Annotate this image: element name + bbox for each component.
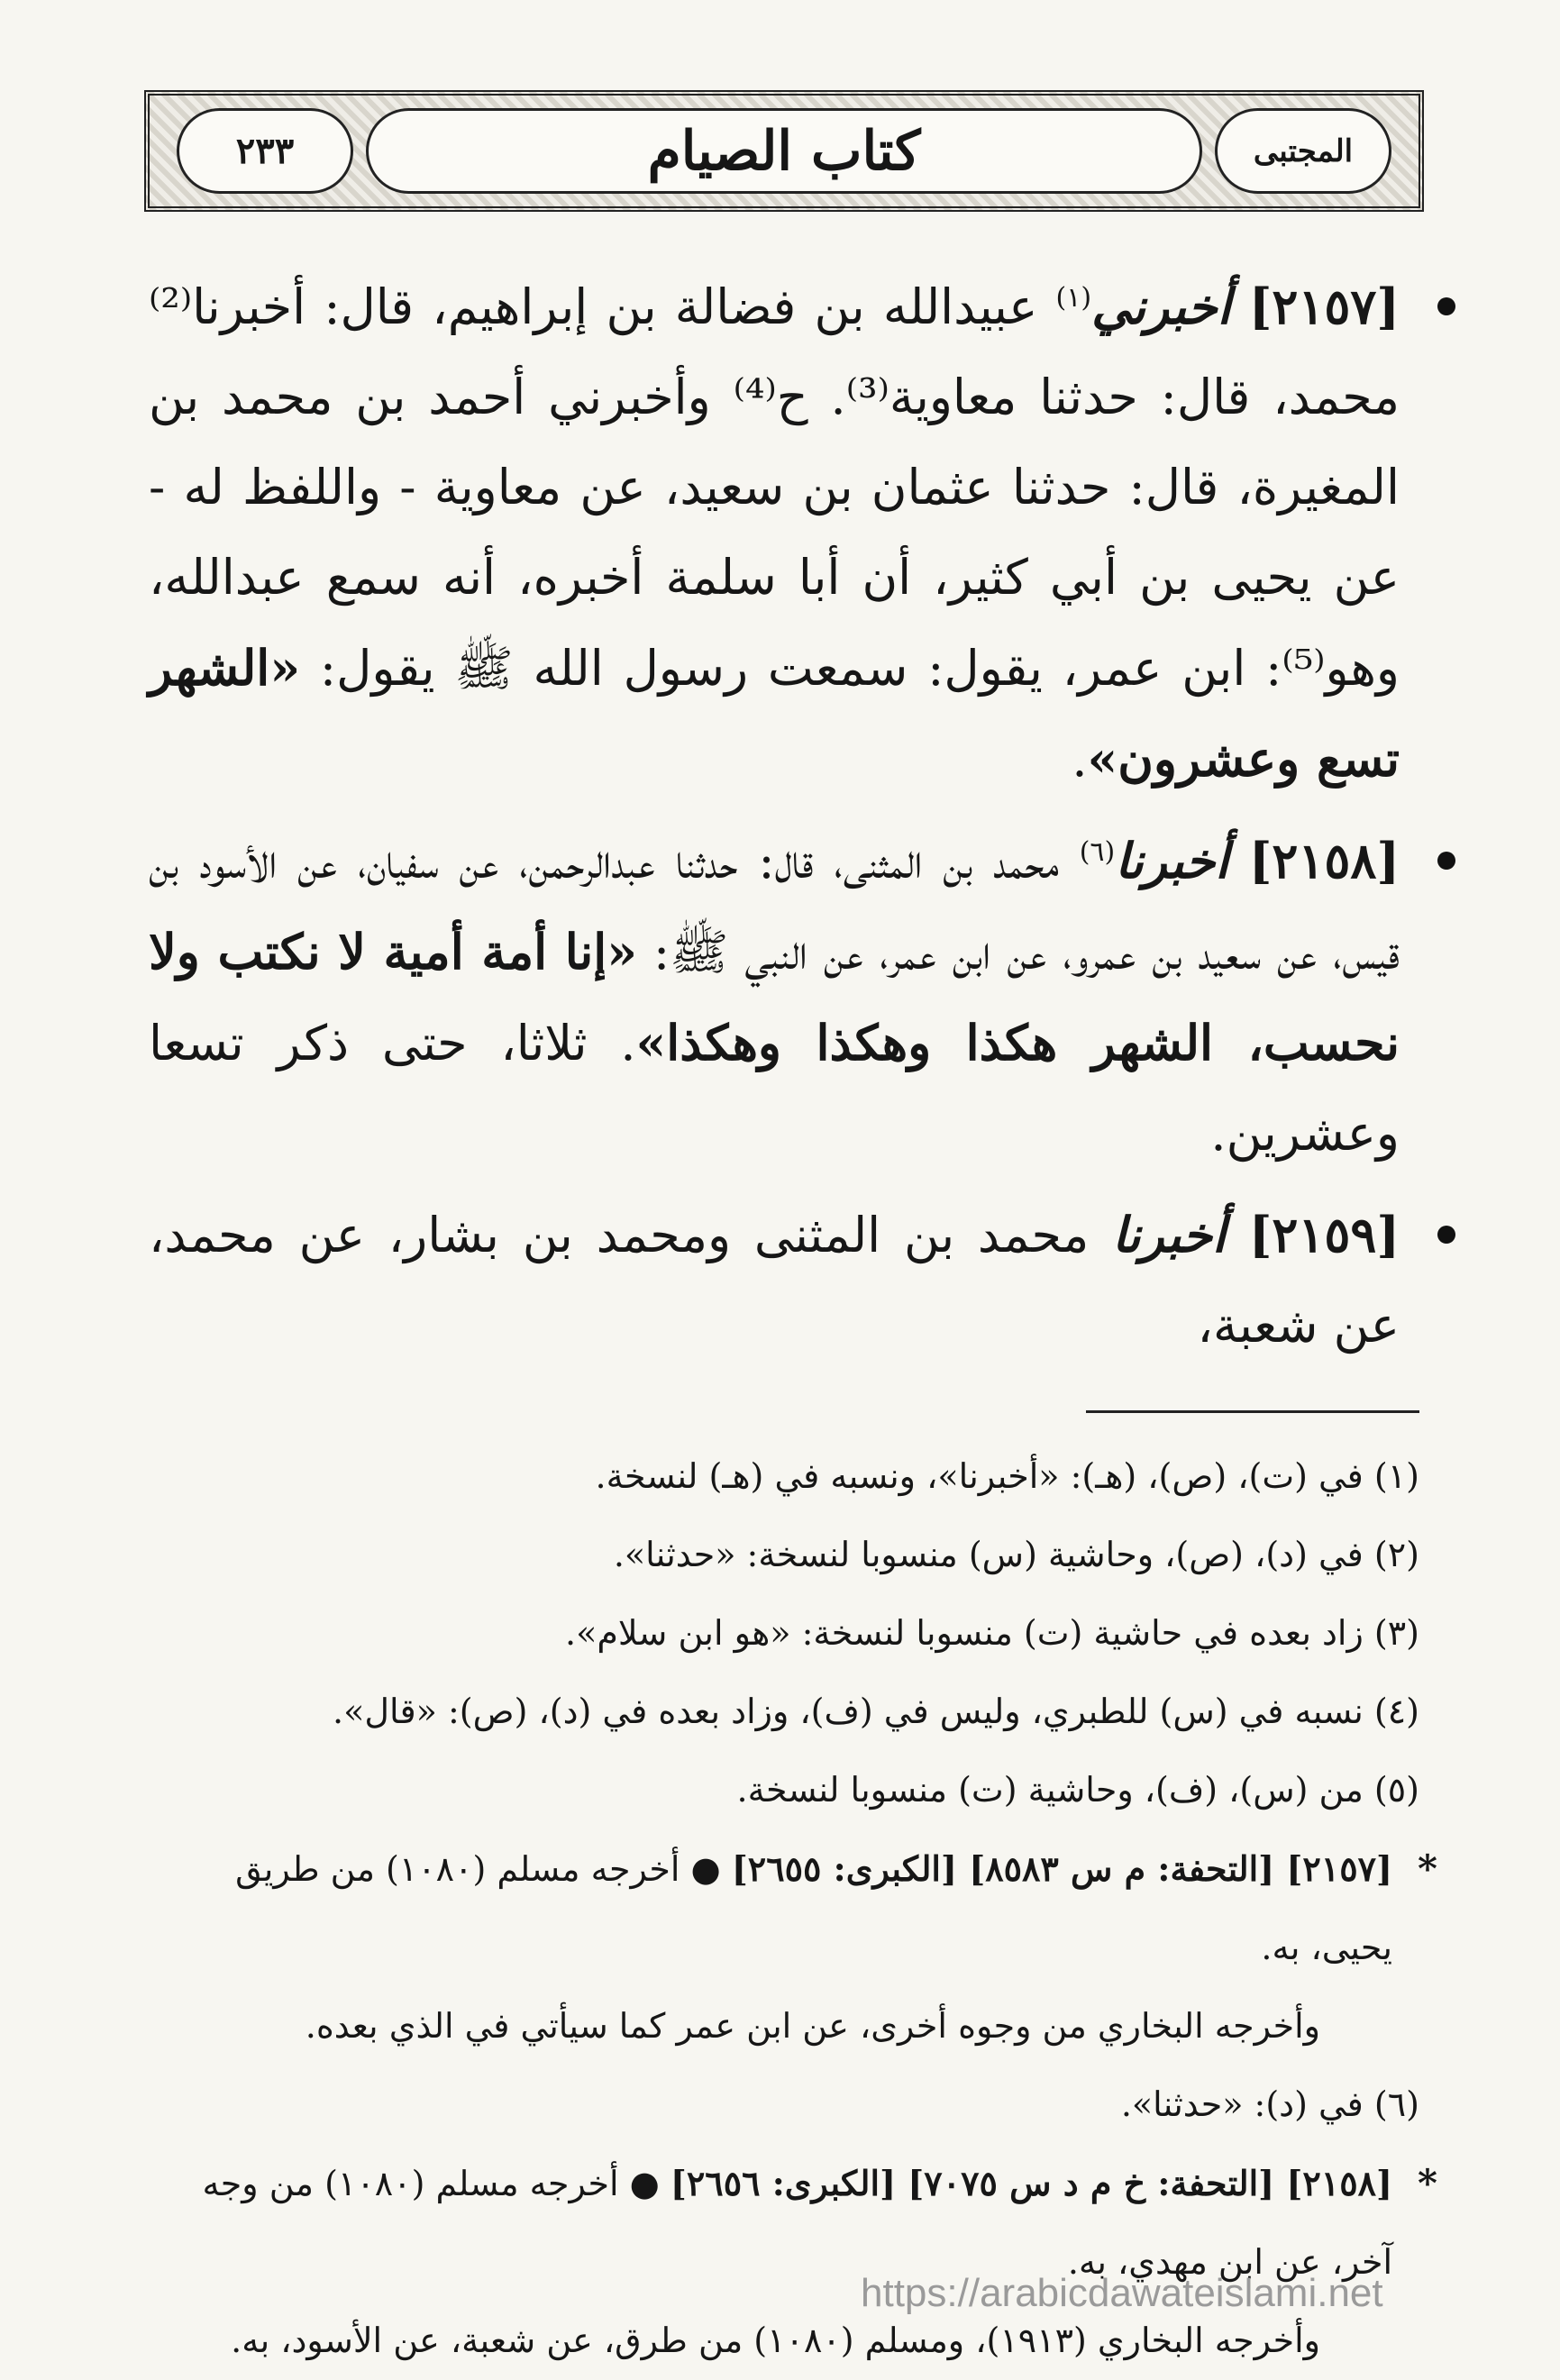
footnote-3: (٣) زاد بعده في حاشية (ت) منسوبا لنسخة: «هو ابن سلام». [565, 1613, 1419, 1653]
hadith-text [149, 261, 1455, 1381]
bullet-icon [1437, 1226, 1455, 1244]
hadith-body: عبيدالله بن فضالة بن إبراهيم، قال: أخبرنا⁽²⁾ محمد، قال: حدثنا معاوية⁽³⁾. ح⁽⁴⁾ وأخبرني أحمد بن محمد بن المغيرة، قال: حدثنا عثمان بن سعيد، عن معاوية - واللفظ له - عن يحيى بن أبي كثير، أن أبا سلمة أخبره، أنه سمع عبدالله، وهو⁽⁵⁾: ابن عمر، يقول: سمعت رسول الله ﷺ يقول: [149, 278, 1400, 697]
bullet-icon [1437, 297, 1455, 315]
chapter-title: كتاب الصيام [647, 119, 921, 183]
hadith-2159 [149, 1190, 1455, 1371]
asterisk-icon: * [1418, 2161, 1437, 2205]
asterisk-icon: * [1418, 1847, 1437, 1891]
footnote-2: (٢) في (د)، (ص)، وحاشية (س) منسوبا لنسخة: «حدثنا». [613, 1535, 1419, 1574]
footnote-5: (٥) من (س)، (ف)، وحاشية (ت) منسوبا لنسخة. [736, 1770, 1419, 1810]
book-emblem [1215, 108, 1391, 194]
takhrij-2157 [149, 1829, 1437, 1987]
hadith-end: . [1072, 731, 1088, 788]
takhrij-2157-line2: وأخرجه البخاري من وجوه أخرى، عن ابن عمر كما سيأتي في الذي بعده. [305, 2006, 1320, 2046]
hadith-lead: أخبرنا [1115, 832, 1229, 889]
page-header-frame [144, 90, 1424, 212]
takhrij-ref: [٢١٥٨] [التحفة: خ م د س ٧٠٧٥] [الكبرى: ٢٦٥٦] [670, 2163, 1392, 2203]
chapter-title-cartouche [366, 108, 1202, 194]
hadith-lead: أخبرني [1091, 278, 1231, 335]
hadith-body: محمد بن المثنى ومحمد بن بشار، عن محمد، عن شعبة، [149, 1207, 1400, 1354]
footnote-marker: (١) [1055, 282, 1092, 314]
hadith-number: [٢١٥٩] [1248, 1206, 1400, 1263]
takhrij-text: ● أخرجه مسلم (١٠٨٠) من وجه آخر، عن ابن مهدي، به. [202, 2164, 1392, 2282]
book-emblem-text: المجتبى [1253, 132, 1354, 169]
hadith-number: [٢١٥٧] [1248, 278, 1400, 335]
hadith-lead: أخبرنا [1112, 1206, 1227, 1263]
footnote-divider [1086, 1410, 1419, 1413]
hadith-number: [٢١٥٨] [1248, 832, 1400, 889]
hadith-body: محمد بن المثنى، قال: حدثنا عبدالرحمن، عن سفيان، عن الأسود بن قيس، عن سعيد بن عمرو، عن ابن عمر، عن النبي ﷺ: [149, 833, 1400, 980]
watermark-url: https://arabicdawateislami.net [861, 2271, 1383, 2315]
takhrij-ref: [٢١٥٧] [التحفة: م س ٨٥٨٣] [الكبرى: ٢٦٥٥] [731, 1848, 1392, 1889]
hadith-2157 [149, 261, 1455, 805]
footnotes-section [149, 1437, 1437, 2380]
footnote-1: (١) في (ت)، (ص)، (هـ): «أخبرنا»، ونسبه في (هـ) لنسخة. [595, 1456, 1419, 1496]
hadith-end: . ثلاثا، حتى ذكر تسعا وعشرين. [149, 1015, 1400, 1162]
bullet-icon [1437, 852, 1455, 870]
hadith-2158 [149, 816, 1455, 1179]
page-number-badge [177, 108, 353, 194]
page-number: ٢٣٣ [235, 130, 295, 172]
takhrij-2158-line2: وأخرجه البخاري (١٩١٣)، ومسلم (١٠٨٠) من طرق، عن شعبة، عن الأسود، به. [231, 2321, 1320, 2360]
footnote-6: (٦) في (د): «حدثنا». [1120, 2084, 1419, 2124]
footnote-4: (٤) نسبه في (س) للطبري، وليس في (ف)، وزاد بعده في (د)، (ص): «قال». [333, 1692, 1419, 1731]
footnote-marker: (٦) [1079, 836, 1116, 868]
takhrij-text: ● أخرجه مسلم (١٠٨٠) من طريق يحيى، به. [235, 1849, 1392, 1967]
hadith-quote: «إنا أمة أمية لا نكتب ولا نحسب، الشهر هكذا وهكذا وهكذا» [149, 923, 1400, 1071]
hadith-quote: «الشهر تسع وعشرون» [149, 639, 1400, 788]
